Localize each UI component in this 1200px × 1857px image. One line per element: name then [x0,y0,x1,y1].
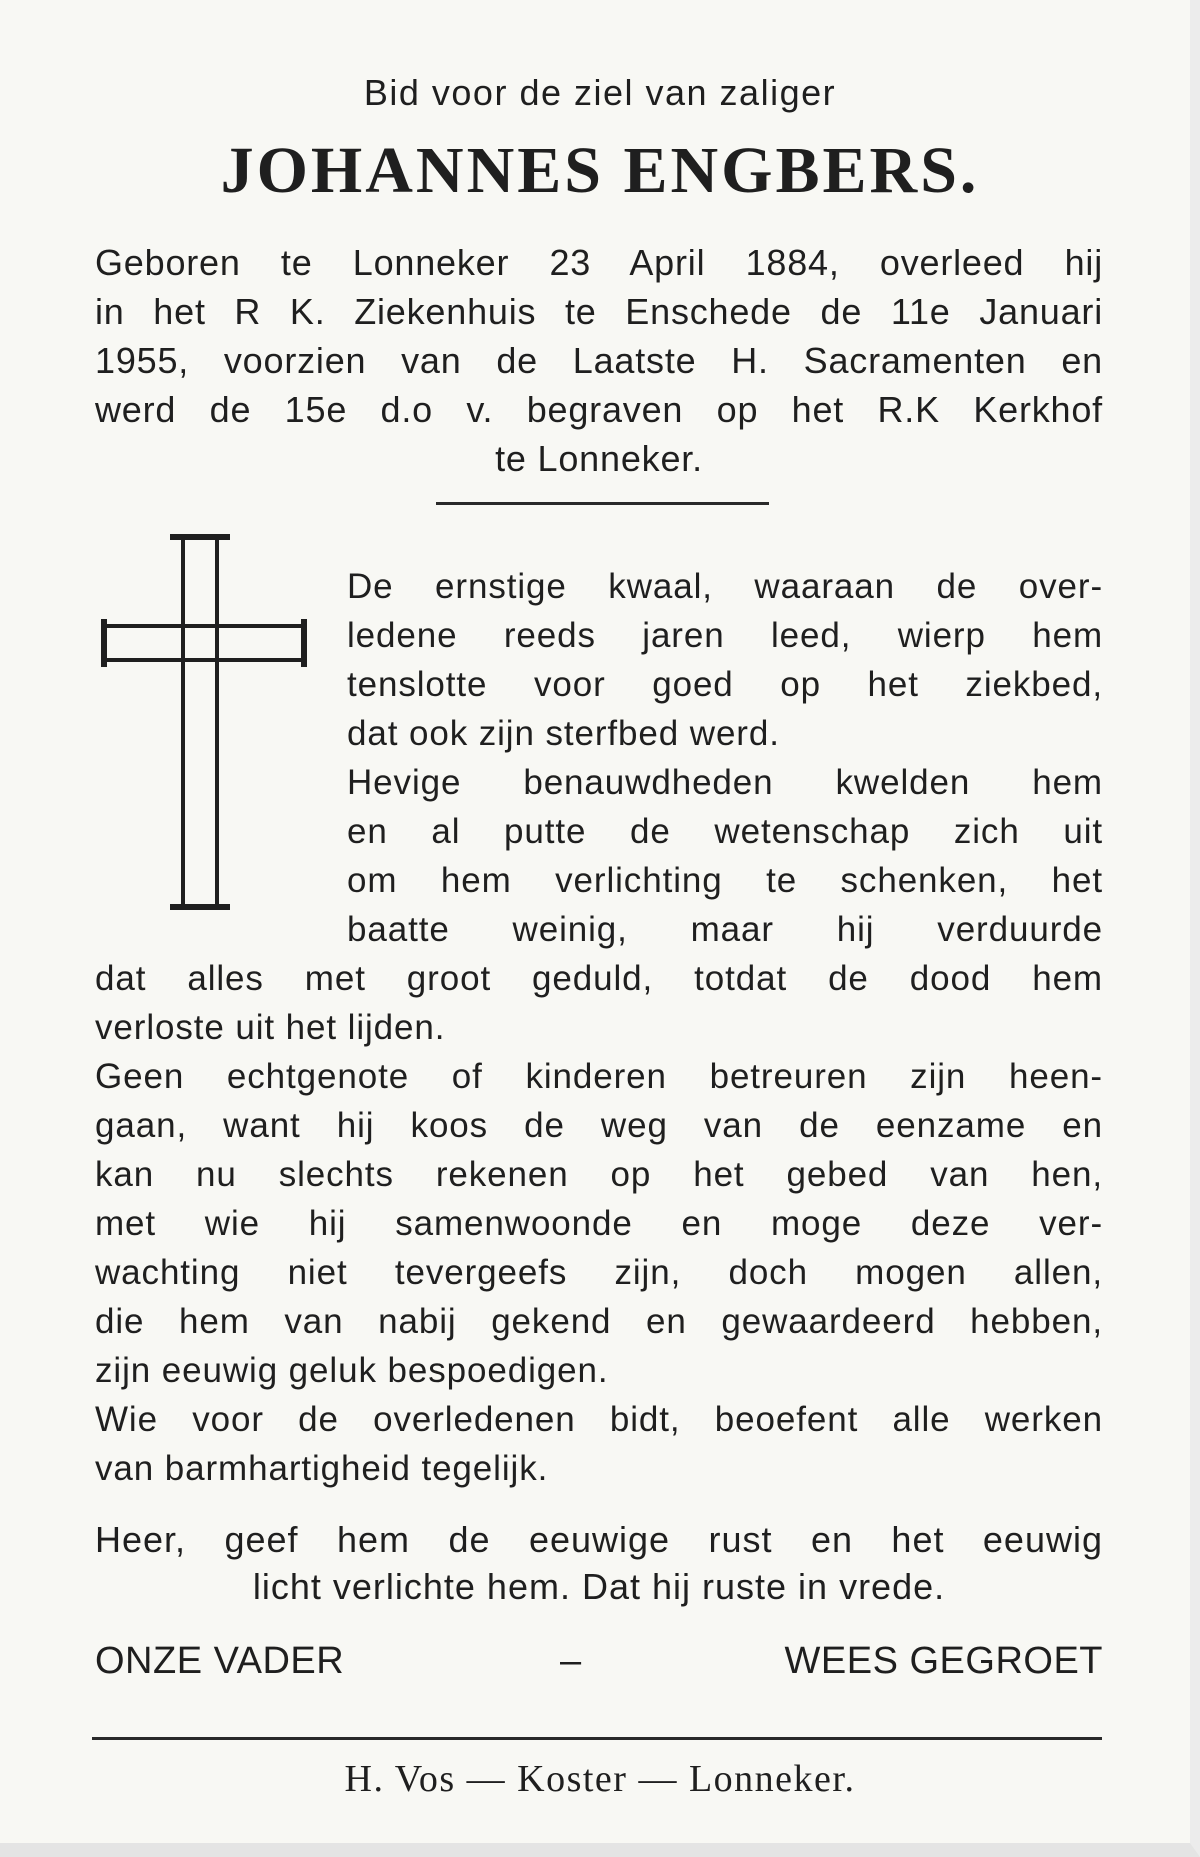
prayer-our-father: ONZE VADER [95,1640,345,1682]
body-line: baatte weinig, maar hij verduurde [347,910,1103,949]
body-line: Geen echtgenote of kinderen betreuren zijn heen- [95,1057,1103,1096]
prayer-line: Heer, geef hem de eeuwige rust en het eeuwig [95,1519,1103,1560]
body-line: kan nu slechts rekenen op het gebed van hen, [95,1155,1103,1194]
body-line: dat alles met groot geduld, totdat de dood hem [95,959,1103,998]
body-line: en al putte de wetenschap zich uit [347,812,1103,851]
body-line: gaan, want hij koos de weg van de eenzame en [95,1106,1103,1145]
body-line: tenslotte voor goed op het ziekbed, [347,665,1103,704]
bio-line: werd de 15e d.o v. begraven op het R.K Kerkhof [95,389,1103,430]
prayer-titles [95,1640,1103,1690]
body-line: van barmhartigheid tegelijk. [95,1449,549,1488]
bio-line: te Lonneker. [495,438,703,479]
body-line: Wie voor de overledenen bidt, beoefent alle werken [95,1400,1103,1439]
body-line: met wie hij samenwoonde en moge deze ver- [95,1204,1103,1243]
intro-line: Bid voor de ziel van zaliger [363,72,837,113]
bio-line: in het R K. Ziekenhuis te Enschede de 11e Januari [95,291,1103,332]
prayer-line: licht verlichte hem. Dat hij ruste in vrede. [252,1566,946,1607]
divider-long [92,1737,1102,1740]
body-full [95,954,1103,1493]
prayer-hail-mary: WEES GEGROET [784,1640,1103,1682]
divider-short [436,502,769,505]
prayer-separator: – [560,1640,582,1682]
body-line: De ernstige kwaal, waaraan de over- [347,567,1103,606]
body-line: dat ook zijn sterfbed werd. [347,714,780,753]
body-line: verloste uit het lijden. [95,1008,446,1047]
body-line: ledene reeds jaren leed, wierp hem [347,616,1103,655]
body-indented [95,562,1103,954]
body-line: wachting niet tevergeefs zijn, doch mogen allen, [95,1253,1103,1292]
bio-line: Geboren te Lonneker 23 April 1884, overleed hij [95,242,1103,283]
biography-paragraph [95,238,1103,483]
closing-prayer [95,1516,1103,1610]
bio-line: 1955, voorzien van de Laatste H. Sacramenten en [95,340,1103,381]
printer-credit: H. Vos — Koster — Lonneker. [344,1758,856,1800]
deceased-name: JOHANNES ENGBERS. [220,134,980,207]
body-line: Hevige benauwdheden kwelden hem [347,763,1103,802]
body-line: zijn eeuwig geluk bespoedigen. [95,1351,609,1390]
body-line: om hem verlichting te schenken, het [347,861,1103,900]
body-line: die hem van nabij gekend en gewaardeerd hebben, [95,1302,1103,1341]
